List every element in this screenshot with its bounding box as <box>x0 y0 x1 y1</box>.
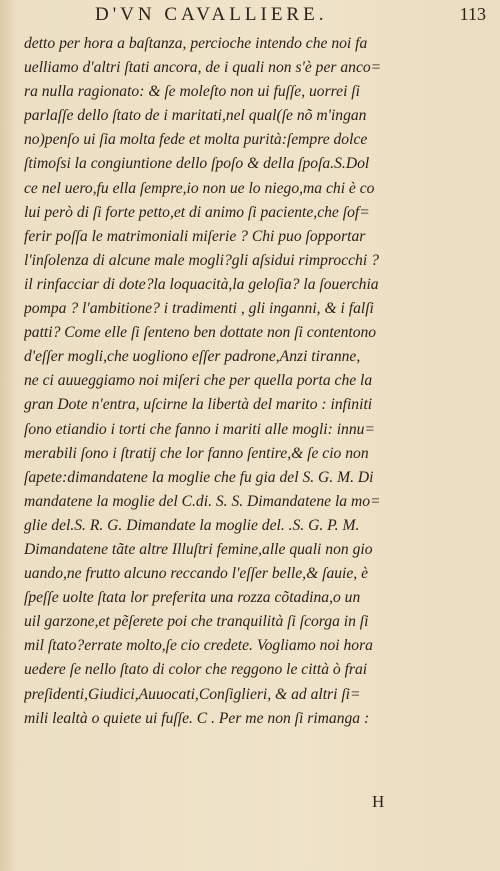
text-line: uelliamo d'altri ſtati ancora, de i quali non s'è per anco= <box>24 59 382 77</box>
text-line: preſidenti,Giudici,Auuocati,Conſiglieri, & ad altri ſi= <box>24 685 361 703</box>
text-line: ne ci auueggiamo noi miſeri che per quella porta che la <box>24 372 373 390</box>
text-line: l'inſolenza di alcune male mogli?gli aſsidui rimprocchi ? <box>24 251 379 269</box>
running-title: D'VN CAVALLIERE. <box>95 4 328 25</box>
text-line: parlaſſe dello ſtato de i maritati,nel qual(ſe nõ m'ingan <box>24 107 367 125</box>
text-line: uando,ne frutto alcuno reccando l'eſſer belle,& ſauie, è <box>24 565 369 583</box>
text-line: ſapete:dimandatene la moglie che fu gia del S. G. M. Di <box>24 468 374 486</box>
text-line: ſtimoſsi la congiuntione dello ſpoſo & della ſpoſa.S.Dol <box>24 155 370 173</box>
text-line: il rinfacciar di dote?la loquacità,la geloſia? la ſouerchia <box>24 275 379 293</box>
text-line: ſpeſſe uolte ſtata lor preferita una rozza cõtadina,o un <box>24 589 361 607</box>
text-line: mandatene la moglie del C.di. S. S. Dimandatene la mo= <box>24 492 381 510</box>
text-line: ferir poſſa le matrimoniali miſerie ? Chi puo ſopportar <box>24 227 366 245</box>
text-line: merabili ſono i ſtratij che lor fanno ſentire,& ſe cio non <box>24 444 369 462</box>
text-line: pompa ? l'ambitione? i tradimenti , gli inganni, & i falſi <box>24 300 374 318</box>
page-number: 113 <box>459 4 486 24</box>
text-line: detto per hora a baſtanza, percioche intendo che noi fa <box>24 35 368 52</box>
text-line: uedere ſe nello ſtato di color che reggono le città ò frai <box>24 661 368 679</box>
text-line: ce nel uero,fu ella ſempre,io non ue lo niego,ma chi è co <box>24 179 375 197</box>
text-line: Dimandatene tãte altre Illuſtri femine,alle quali non gio <box>24 540 373 558</box>
page-header <box>0 4 500 32</box>
text-line: mili lealtà o quiete ui fuſſe. C . Per me non ſi rimanga : <box>24 709 370 727</box>
text-line: no)penſo ui ſia molta fede et molta purità:ſempre dolce <box>24 131 368 149</box>
text-line: glie del.S. R. G. Dimandate la moglie del. .S. G. P. M. <box>24 516 360 534</box>
signature-mark: H <box>372 792 385 811</box>
text-line: patti? Come elle ſi ſenteno ben dottate non ſi contentono <box>24 324 377 342</box>
text-line: d'eſſer mogli,che uogliono eſſer padrone,Anzi tiranne, <box>24 348 361 366</box>
body-text <box>24 32 464 731</box>
text-line: lui però di ſi forte petto,et di animo ſi paciente,che ſof= <box>24 203 370 221</box>
text-line: ſono etiandio i torti che fanno i mariti alle mogli: innu= <box>24 420 375 438</box>
text-line: ra nulla ragionato: & ſe moleſto non ui fuſſe, uorrei ſi <box>24 83 360 101</box>
text-line: gran Dote n'entra, uſcirne la libertà del marito : infiniti <box>24 396 373 414</box>
text-line: uil garzone,et pẽſerete poi che tranquilità ſi ſcorga in ſi <box>24 613 369 631</box>
text-line: mil ſtato?errate molto,ſe cio credete. Vogliamo noi hora <box>24 637 373 655</box>
